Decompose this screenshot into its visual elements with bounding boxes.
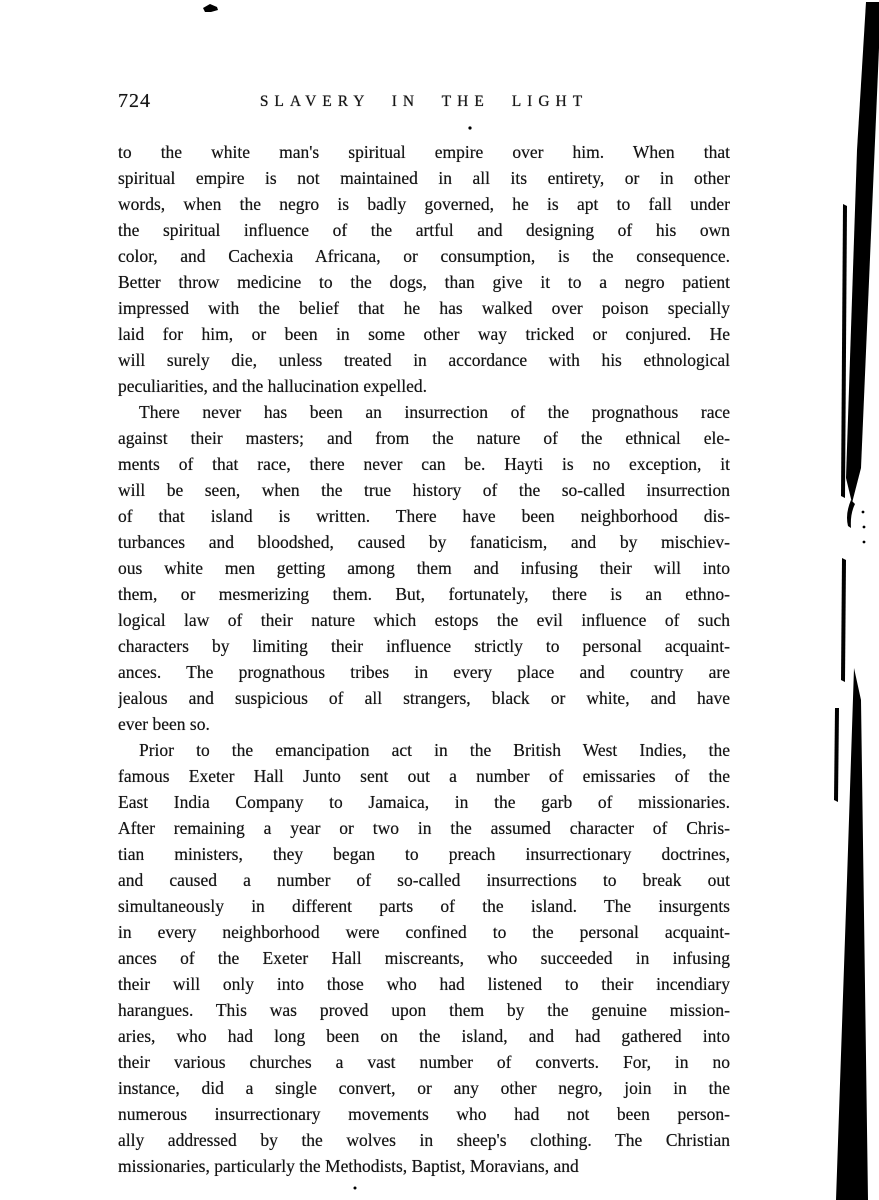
paragraph (118, 139, 730, 399)
running-head: SLAVERY IN THE LIGHT (259, 93, 589, 110)
text-line: spiritual empire is not maintained in all its entirety, or in other (118, 168, 730, 188)
text-line: laid for him, or been in some other way tricked or conjured. He (118, 324, 730, 344)
text-line: in every neighborhood were confined to the personal acquaint- (118, 922, 730, 942)
text-line: Better throw medicine to the dogs, than give it to a negro patient (118, 272, 730, 292)
text-line: to the white man's spiritual empire over him. When that (118, 142, 730, 162)
stray-speck (856, 839, 859, 842)
text-line: missionaries, particularly the Methodists, Baptist, Moravians, and (118, 1156, 579, 1176)
text-line: aries, who had long been on the island, and had gathered into (118, 1026, 730, 1046)
text-line: numerous insurrectionary movements who had not been person- (118, 1104, 730, 1124)
text-line: words, when the negro is badly governed, he is apt to fall under (118, 194, 730, 214)
text-line: ever been so. (118, 714, 210, 734)
text-line: against their masters; and from the nature of the ethnical ele- (118, 428, 730, 448)
paragraph (118, 737, 730, 1179)
right-bottom-wedge (836, 668, 868, 1200)
text-line: impressed with the belief that he has walked over poison specially (118, 298, 730, 318)
right-gutter-curl (847, 500, 855, 528)
text-line: will surely die, unless treated in accordance with his ethnological (118, 350, 730, 370)
page-number: 724 (118, 90, 151, 112)
text-line: jealous and suspicious of all strangers, black or white, and have (118, 688, 730, 708)
right-gutter-band (846, 2, 879, 503)
text-block (118, 139, 730, 1179)
text-line: ances of the Exeter Hall miscreants, who succeeded in infusing (118, 948, 730, 968)
text-line: will be seen, when the true history of the so-called insurrection (118, 480, 730, 500)
text-line: ous white men getting among them and infusing their will into (118, 558, 730, 578)
text-line: turbances and bloodshed, caused by fanaticism, and by mischiev- (118, 532, 730, 552)
stray-speck (862, 511, 865, 514)
text-line: harangues. This was proved upon them by the genuine mission- (118, 1000, 730, 1020)
text-line: After remaining a year or two in the assumed character of Chris- (118, 818, 730, 838)
text-line: instance, did a single convert, or any other negro, join in the (118, 1078, 730, 1098)
text-line: ances. The prognathous tribes in every place and country are (118, 662, 730, 682)
text-line: and caused a number of so-called insurrections to break out (118, 870, 730, 890)
stray-speck (860, 854, 863, 857)
text-line: ments of that race, there never can be. Hayti is no exception, it (118, 454, 730, 474)
text-line: East India Company to Jamaica, in the garb of missionaries. (118, 792, 730, 812)
text-line: Prior to the emancipation act in the British West Indies, the (139, 740, 730, 760)
stray-speck (354, 1187, 357, 1190)
text-line: their will only into those who had listened to their incendiary (118, 974, 730, 994)
paragraph (118, 399, 730, 737)
text-line: logical law of their nature which estops the evil influence of such (118, 610, 730, 630)
right-gutter-thin-line-3 (834, 708, 839, 802)
text-line: them, or mesmerizing them. But, fortunately, there is an ethno- (118, 584, 730, 604)
text-line: famous Exeter Hall Junto sent out a number of emissaries of the (118, 766, 730, 786)
text-line: tian ministers, they began to preach insurrectionary doctrines, (118, 844, 730, 864)
text-line: their various churches a vast number of converts. For, in no (118, 1052, 730, 1072)
text-line: characters by limiting their influence strictly to personal acquaint- (118, 636, 730, 656)
text-line: color, and Cachexia Africana, or consumption, is the consequence. (118, 246, 730, 266)
text-line: of that island is written. There have been neighborhood dis- (118, 506, 730, 526)
stray-speck (863, 541, 866, 544)
text-column (118, 90, 730, 1179)
stray-speck (863, 526, 866, 529)
text-line: peculiarities, and the hallucination expelled. (118, 376, 428, 396)
text-line: ally addressed by the wolves in sheep's clothing. The Christian (118, 1130, 730, 1150)
right-gutter-thin-line-2 (841, 558, 846, 682)
top-edge-tick-mark (203, 4, 218, 12)
text-line: the spiritual influence of the artful and designing of his own (118, 220, 730, 240)
page-header (118, 90, 730, 116)
text-line: simultaneously in different parts of the island. The insurgents (118, 896, 730, 916)
right-gutter-thin-line-1 (841, 204, 847, 498)
text-line: There never has been an insurrection of the prognathous race (139, 402, 730, 422)
